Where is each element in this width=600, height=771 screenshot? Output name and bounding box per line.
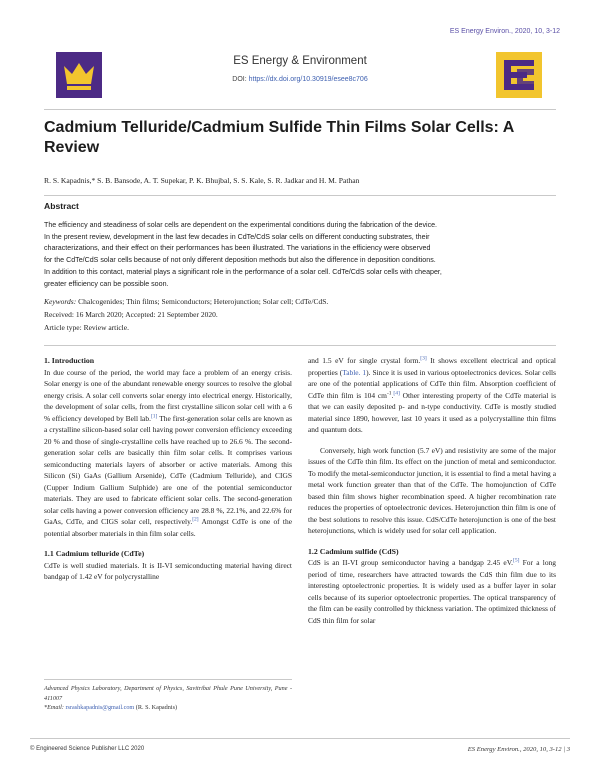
journal-name: ES Energy & Environment — [233, 55, 367, 67]
citation-ref[interactable]: [1] — [150, 413, 158, 420]
p3-text-a: CdS is an II-VI group semiconductor having a bandgap 2.45 eV. — [308, 558, 513, 567]
p1-text-c: ). Since it is used in various optoelectronics devices. Solar cells are one of the potential applications of CdTe thin film. Absorption coefficient of CdTe thin film is 104 cm — [308, 367, 556, 400]
footer-copyright: © Engineered Science Publisher LLC 2020 — [30, 746, 145, 752]
p1-text-d: . — [391, 390, 394, 400]
p1-text-e: Other interesting property of the CdTe material is that we can easily deposited p- and n-type conductivity. CdTe is mostly studied material since 1890, however, last 10 years it used as a polycrystalline thin films and quantum dots. — [308, 390, 557, 434]
p1-text-b: It shows excellent electrical and optical properties ( — [308, 356, 556, 377]
email-label: *Email: — [44, 704, 64, 711]
right-column — [308, 355, 556, 626]
p1-text-a: and 1.5 eV for single crystal form. — [308, 356, 421, 365]
spacer — [308, 537, 556, 546]
title-line-1: Cadmium Telluride/Cadmium Sulfide Thin Films Solar Cells: A — [44, 119, 515, 136]
keywords-label: Keywords: — [44, 297, 77, 306]
footer-page-info: ES Energy Environ., 2020, 10, 3-12 | 3 — [467, 746, 570, 753]
intro-text-1: In due course of the period, the world may face a problem of an energy crisis. Solar energy is one of the abundant renewable energy sources to resolve the global energy crisis. A solar cell converts solar energy into electrical energy. Historically, the development of solar cells, from the first crystalline silicon solar cell with a 6 % efficiency developed by Bell lab. — [44, 367, 292, 423]
es-monogram-icon — [496, 52, 542, 98]
doi-link[interactable]: https://dx.doi.org/10.30919/esee8c706 — [248, 76, 368, 83]
superscript: -1 — [386, 390, 392, 397]
spacer — [308, 436, 556, 445]
email-line — [44, 703, 292, 713]
cdte-continued-paragraph — [308, 355, 556, 436]
keywords-line — [44, 296, 556, 308]
intro-heading: 1. Introduction — [44, 356, 95, 365]
journal-logo-right — [496, 52, 542, 98]
p3-text-b: For a long period of time, researchers have attracted towards the CdS thin film due to its interesting optoelectronic properties. It is widely used as a buffer layer in solar cells because of its superior optoelectronic properties. The optical transparency of the film can be easily controlled by thickness variation. The optimized thickness of CdS thin film for solar — [308, 558, 556, 625]
citation-ref[interactable]: [3] — [420, 355, 427, 362]
intro-text-2: The first-generation solar cells are known as a crystalline silicon-based solar cell having power conversion efficiency exceeding 20 % and those of single-crystalline cells have reached up to 26.6 %. The second-generation solar cells are basically thin film solar cells. It comprises various semiconducting materials layers of absorber or active materials. Among this Silicon (Si) GaAs (Gallium Arsenide), CdTe (Cadmium Telluride), and CIGS (Cupper Indium Gallium Sulphide) are one of the potential semiconductor materials. They are used to fabricate efficient solar cells. The second-generation solar cells having a power conversion efficiency are 28.8 %, 22.1%, and 22.6% for GaAs, CdTe, and CIGS solar cell, respectively. — [44, 413, 292, 526]
abstract-line: characterizations, and their effect on their performances has been illustrated. The variations in the efficiency were observed — [44, 244, 431, 253]
cds-heading: 1.2 Cadmium sulfide (CdS) — [308, 546, 399, 556]
article-type-line: Article type: Review article. — [44, 323, 129, 332]
affiliation: Advanced Physics Laboratory, Department of Physics, Savitribai Phule Pune University, Pune - 411007 — [44, 685, 292, 702]
spacer — [44, 539, 292, 548]
citation-ref[interactable]: [4] — [393, 390, 400, 397]
abstract-text — [44, 220, 556, 290]
header-divider — [44, 109, 556, 110]
email-link[interactable]: rsrashkapadnis@gmail.com — [65, 704, 135, 711]
footer-divider — [30, 738, 570, 739]
keywords-text: Chalcogenides; Thin films; Semiconductors; Heterojunction; Solar cell; CdTe/CdS. — [78, 297, 329, 306]
citation-ref[interactable]: [2] — [192, 516, 199, 523]
title-line-2: Review — [44, 139, 100, 156]
authors-divider — [44, 195, 556, 196]
abstract-line: for the CdTe/CdS solar cells because of not only different deposition methods but also the difference in deposition conditions. — [44, 256, 436, 265]
doi-label: DOI: — [232, 76, 247, 83]
workfunction-paragraph: Conversely, high work function (5.7 eV) and resistivity are some of the major issues of the CdTe thin film. Its effect on the junction of metal and semiconductor. To modify the metal-semiconductor junction, it is essential to find a metal having a metal work function greater than that of the CdTe. The homojunction of CdTe based thin film shows higher recombination speed. A higher recombination rate reduces the properties of optoelectronic devices. Heterojunction thin film is one of the best solutions to resolve this issue. CdS/CdTe heterojunction is one of the best heterojunctions, which is widely used for solar cell application. — [308, 445, 556, 535]
abstract-line: The efficiency and steadiness of solar cells are dependent on the experimental conditions during the fabrication of the device. — [44, 221, 438, 229]
abstract-line: In addition to this contact, material plays a significant role in the performance of a solar cell. CdTe/CdS solar cells with cheaper, — [44, 267, 442, 276]
intro-text-3: Amongst CdTe is one of the potential absorber materials in thin film solar cells. — [44, 517, 292, 538]
affiliation-footnote — [44, 684, 292, 713]
left-column — [44, 355, 292, 583]
email-suffix: (R. S. Kapadnis) — [135, 704, 178, 711]
abstract-line: greater efficiency can be possible soon. — [44, 279, 169, 288]
cdte-heading: 1.1 Cadmium telluride (CdTe) — [44, 549, 145, 558]
author-list: R. S. Kapadnis,* S. B. Bansode, A. T. Supekar, P. K. Bhujbal, S. S. Kale, S. R. Jadkar and H. M. Pathan — [44, 176, 360, 185]
citation-ref[interactable]: [5] — [512, 557, 520, 564]
table-1-link[interactable]: Table. 1 — [342, 367, 367, 377]
abstract-heading: Abstract — [44, 201, 79, 211]
received-line: Received: 16 March 2020; Accepted: 21 September 2020. — [44, 310, 218, 319]
cds-paragraph — [308, 557, 556, 626]
cdte-paragraph: CdTe is well studied materials. It is II-VI semiconducting material having direct bandgap of 1.42 eV for polycrystalline — [44, 560, 292, 581]
article-title — [44, 118, 556, 158]
body-divider — [44, 345, 556, 346]
footnote-divider — [44, 679, 292, 680]
abstract-line: In the present review, development in the last few decades in CdTe/CdS solar cells on different conducting substrates, their — [44, 232, 430, 241]
running-head: ES Energy Environ., 2020, 10, 3-12 — [449, 28, 560, 35]
intro-paragraph — [44, 367, 292, 540]
